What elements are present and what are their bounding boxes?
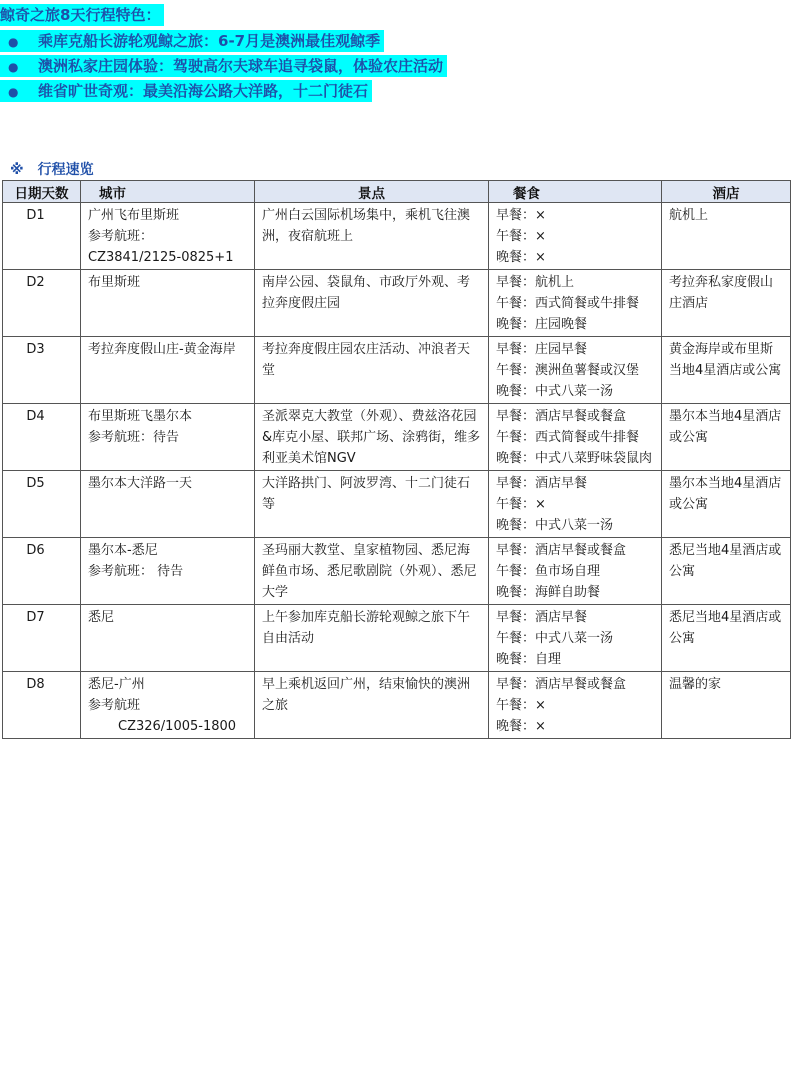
meal-line: 午餐：中式八菜一汤 xyxy=(496,631,614,646)
cell-sights: 南岸公园、袋鼠角、市政厅外观、考拉奔度假庄园 xyxy=(255,270,489,337)
cell-meals xyxy=(489,672,662,739)
feature-text: 维省旷世奇观：最美沿海公路大洋路，十二门徒石 xyxy=(38,82,369,100)
itinerary-table xyxy=(2,180,791,739)
meal-line: 早餐：航机上 xyxy=(496,275,575,290)
city-line: CZ326/1005-1800 xyxy=(118,719,237,734)
city-line: 参考航班：待告 xyxy=(88,430,180,445)
meal-line: 早餐：酒店早餐 xyxy=(496,610,588,625)
city-line: 考拉奔度假山庄-黄金海岸 xyxy=(88,342,236,357)
reference-mark-icon: ※ xyxy=(10,162,24,178)
cell-sights: 圣派翠克大教堂（外观）、费兹洛花园&库克小屋、联邦广场、涂鸦街，维多利亚美术馆NGV xyxy=(255,404,489,471)
cell-meals xyxy=(489,538,662,605)
overview-title: 行程速览 xyxy=(37,162,94,178)
cell-meals xyxy=(489,471,662,538)
meal-line: 午餐：澳洲鱼薯餐或汉堡 xyxy=(496,363,640,378)
header-meals: 餐食 xyxy=(489,181,662,203)
table-row xyxy=(3,605,791,672)
cell-meals xyxy=(489,203,662,270)
bullet-icon: ● xyxy=(8,60,19,74)
cell-sights: 广州白云国际机场集中，乘机飞往澳洲，夜宿航班上 xyxy=(255,203,489,270)
cell-hotel: 墨尔本当地4星酒店或公寓 xyxy=(662,471,791,538)
city-line: 参考航班： xyxy=(88,229,154,244)
cell-meals xyxy=(489,404,662,471)
table-row xyxy=(3,471,791,538)
cell-city xyxy=(81,404,255,471)
table-row xyxy=(3,672,791,739)
cell-sights: 大洋路拱门、阿波罗湾、十二门徒石等 xyxy=(255,471,489,538)
city-line: 广州飞布里斯班 xyxy=(88,208,180,223)
meal-line: 早餐：酒店早餐或餐盒 xyxy=(496,409,627,424)
meal-line: 早餐：× xyxy=(496,208,546,223)
city-line: CZ3841/2125-0825+1 xyxy=(88,250,234,265)
meal-line: 晚餐：海鲜自助餐 xyxy=(496,585,601,600)
cell-day: D3 xyxy=(3,337,81,404)
cell-hotel: 黄金海岸或布里斯当地4星酒店或公寓 xyxy=(662,337,791,404)
meal-line: 早餐：酒店早餐或餐盒 xyxy=(496,543,627,558)
cell-city xyxy=(81,605,255,672)
cell-day: D7 xyxy=(3,605,81,672)
cell-day: D8 xyxy=(3,672,81,739)
meal-line: 午餐：西式简餐或牛排餐 xyxy=(496,296,640,311)
city-line: 墨尔本大洋路一天 xyxy=(88,476,193,491)
meal-line: 晚餐：自理 xyxy=(496,652,562,667)
feature-text: 乘库克船长游轮观鲸之旅：6-7月是澳洲最佳观鲸季 xyxy=(38,32,381,50)
cell-city xyxy=(81,538,255,605)
cell-meals xyxy=(489,337,662,404)
bullet-icon: ● xyxy=(8,35,19,49)
cell-day: D5 xyxy=(3,471,81,538)
cell-city xyxy=(81,203,255,270)
cell-day: D1 xyxy=(3,203,81,270)
features-title: 鲸奇之旅8天行程特色： xyxy=(0,4,164,26)
header-hotel: 酒店 xyxy=(662,181,791,203)
cell-city xyxy=(81,337,255,404)
table-row xyxy=(3,270,791,337)
meal-line: 早餐：酒店早餐或餐盒 xyxy=(496,677,627,692)
city-line: 悉尼 xyxy=(88,610,115,625)
feature-item xyxy=(0,30,384,52)
meal-line: 晚餐：中式八菜野味袋鼠肉 xyxy=(496,451,653,466)
table-row xyxy=(3,404,791,471)
meal-line: 午餐：× xyxy=(496,497,546,512)
bullet-icon: ● xyxy=(8,85,19,99)
table-header-row xyxy=(3,181,791,203)
cell-day: D4 xyxy=(3,404,81,471)
feature-item xyxy=(0,80,372,102)
city-line: 墨尔本-悉尼 xyxy=(88,543,158,558)
meal-line: 早餐：酒店早餐 xyxy=(496,476,588,491)
table-row xyxy=(3,538,791,605)
meal-line: 午餐：× xyxy=(496,698,546,713)
city-line: 布里斯班飞墨尔本 xyxy=(88,409,193,424)
meal-line: 晚餐：中式八菜一汤 xyxy=(496,384,614,399)
cell-sights: 上午参加库克船长游轮观鲸之旅下午自由活动 xyxy=(255,605,489,672)
table-row xyxy=(3,337,791,404)
meal-line: 午餐：鱼市场自理 xyxy=(496,564,601,579)
feature-text: 澳洲私家庄园体验：驾驶高尔夫球车追寻袋鼠，体验农庄活动 xyxy=(38,57,444,75)
table-row xyxy=(3,203,791,270)
cell-city xyxy=(81,270,255,337)
cell-city xyxy=(81,471,255,538)
cell-day: D2 xyxy=(3,270,81,337)
header-city: 城市 xyxy=(81,181,255,203)
meal-line: 晚餐：中式八菜一汤 xyxy=(496,518,614,533)
feature-item xyxy=(0,55,447,77)
cell-city xyxy=(81,672,255,739)
city-line: 参考航班： 待告 xyxy=(88,564,184,579)
cell-hotel: 墨尔本当地4星酒店或公寓 xyxy=(662,404,791,471)
city-line: 参考航班 xyxy=(88,698,141,713)
cell-meals xyxy=(489,270,662,337)
cell-hotel: 航机上 xyxy=(662,203,791,270)
meal-line: 晚餐：庄园晚餐 xyxy=(496,317,588,332)
cell-day: D6 xyxy=(3,538,81,605)
cell-sights: 早上乘机返回广州，结束愉快的澳洲之旅 xyxy=(255,672,489,739)
cell-sights: 考拉奔度假庄园农庄活动、冲浪者天堂 xyxy=(255,337,489,404)
cell-hotel: 温馨的家 xyxy=(662,672,791,739)
header-sights: 景点 xyxy=(255,181,489,203)
meal-line: 午餐：西式简餐或牛排餐 xyxy=(496,430,640,445)
cell-hotel: 考拉奔私家度假山庄酒店 xyxy=(662,270,791,337)
meal-line: 午餐：× xyxy=(496,229,546,244)
city-line: 悉尼-广州 xyxy=(88,677,145,692)
meal-line: 早餐：庄园早餐 xyxy=(496,342,588,357)
cell-meals xyxy=(489,605,662,672)
city-line: 布里斯班 xyxy=(88,275,141,290)
meal-line: 晚餐：× xyxy=(496,719,546,734)
cell-hotel: 悉尼当地4星酒店或公寓 xyxy=(662,538,791,605)
header-day: 日期天数 xyxy=(3,181,81,203)
overview-heading xyxy=(10,160,94,180)
cell-sights: 圣玛丽大教堂、皇家植物园、悉尼海鲜鱼市场、悉尼歌剧院（外观）、悉尼大学 xyxy=(255,538,489,605)
meal-line: 晚餐：× xyxy=(496,250,546,265)
cell-hotel: 悉尼当地4星酒店或公寓 xyxy=(662,605,791,672)
